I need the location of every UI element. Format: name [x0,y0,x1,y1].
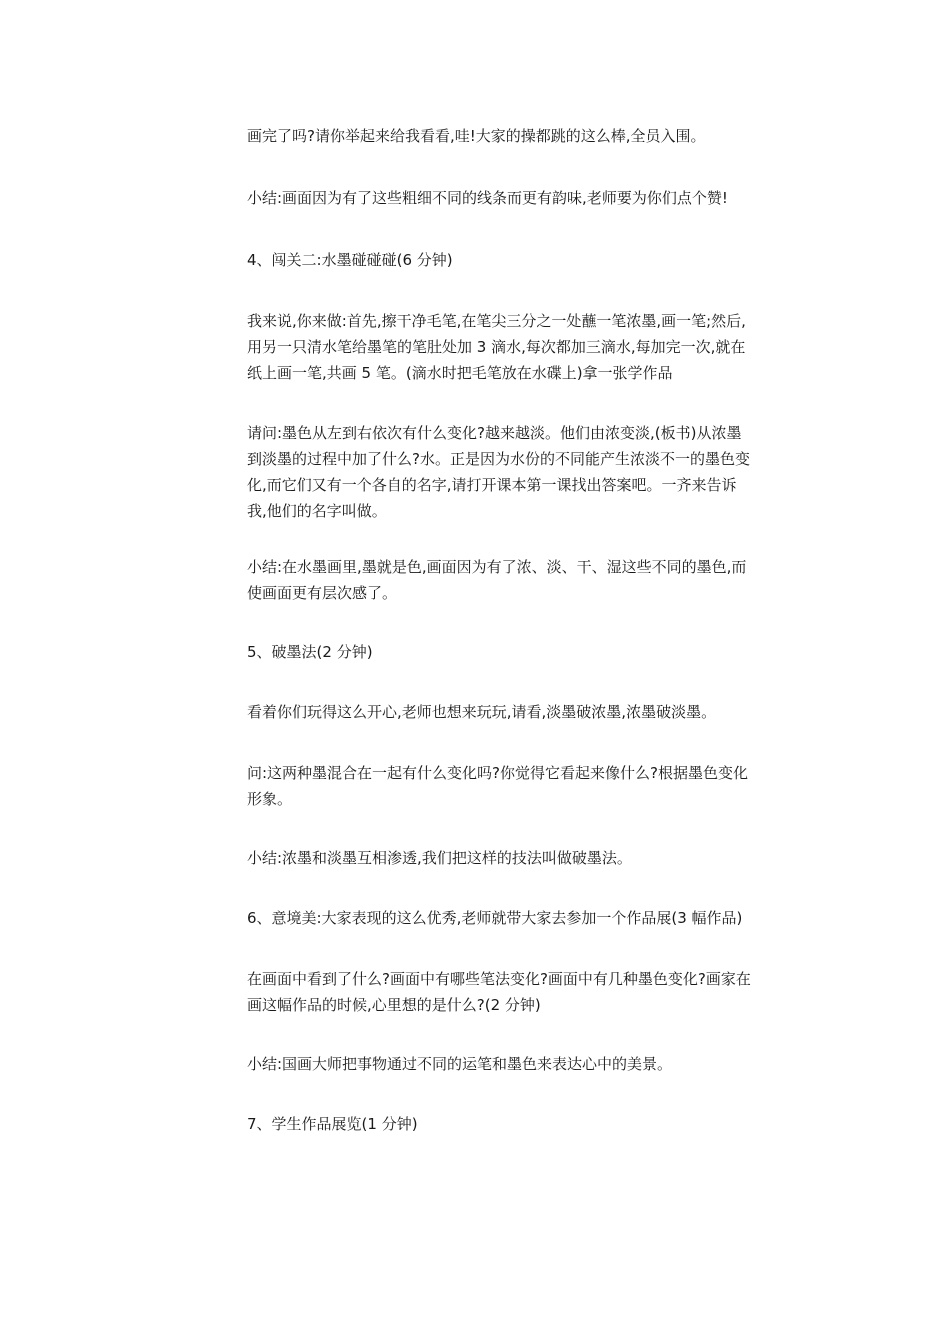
text-line: 化,而它们又有一个各自的名字,请打开课本第一课找出答案吧。一齐来告诉 [247,476,737,494]
text-line: 问:这两种墨混合在一起有什么变化吗?你觉得它看起来像什么?根据墨色变化 [247,764,748,782]
section-heading-7 [247,1112,418,1137]
paragraph-drawing-done [247,124,706,149]
text-line: 纸上画一笔,共画 5 笔。(滴水时把毛笔放在水碟上)拿一张学作品 [247,364,673,382]
paragraph-question-mix [247,760,748,812]
section-heading-6 [247,906,742,931]
text-line: 小结:画面因为有了这些粗细不同的线条而更有韵味,老师要为你们点个赞! [247,189,728,207]
text-line: 我,他们的名字叫做。 [247,502,387,520]
text-line: 我来说,你来做:首先,擦干净毛笔,在笔尖三分之一处蘸一笔浓墨,画一笔;然后, [247,312,746,330]
paragraph-summary-pomo [247,846,632,871]
text-line: 5、破墨法(2 分钟) [247,643,373,661]
text-line: 形象。 [247,790,293,808]
text-line: 看着你们玩得这么开心,老师也想来玩玩,请看,淡墨破浓墨,浓墨破淡墨。 [247,703,717,721]
text-line: 4、闯关二:水墨碰碰碰(6 分钟) [247,251,453,269]
text-line: 请问:墨色从左到右依次有什么变化?越来越淡。他们由浓变淡,(板书)从浓墨 [247,424,742,442]
text-line: 画这幅作品的时候,心里想的是什么?(2 分钟) [247,996,541,1014]
text-line: 小结:国画大师把事物通过不同的运笔和墨色来表达心中的美景。 [247,1055,673,1073]
paragraph-summary-ink [247,554,746,606]
text-line: 在画面中看到了什么?画面中有哪些笔法变化?画面中有几种墨色变化?画家在 [247,970,751,988]
section-heading-5 [247,640,373,665]
text-line: 到淡墨的过程中加了什么?水。正是因为水份的不同能产生浓淡不一的墨色变 [247,450,750,468]
paragraph-instructions [247,308,746,386]
text-line: 小结:在水墨画里,墨就是色,画面因为有了浓、淡、干、湿这些不同的墨色,而 [247,558,747,576]
paragraph-question-painting [247,966,751,1018]
paragraph-summary-master [247,1052,672,1077]
paragraph-question-ink [247,420,750,524]
text-line: 7、学生作品展览(1 分钟) [247,1115,418,1133]
text-line: 小结:浓墨和淡墨互相渗透,我们把这样的技法叫做破墨法。 [247,849,632,867]
text-line: 用另一只清水笔给墨笔的笔肚处加 3 滴水,每次都加三滴水,每加完一次,就在 [247,338,746,356]
text-line: 6、意境美:大家表现的这么优秀,老师就带大家去参加一个作品展(3 幅作品) [247,909,743,927]
text-line: 画完了吗?请你举起来给我看看,哇!大家的操都跳的这么棒,全员入围。 [247,127,706,145]
paragraph-teacher-demo [247,700,716,725]
section-heading-4 [247,248,453,273]
text-line: 使画面更有层次感了。 [247,584,398,602]
paragraph-summary-lines [247,186,728,211]
